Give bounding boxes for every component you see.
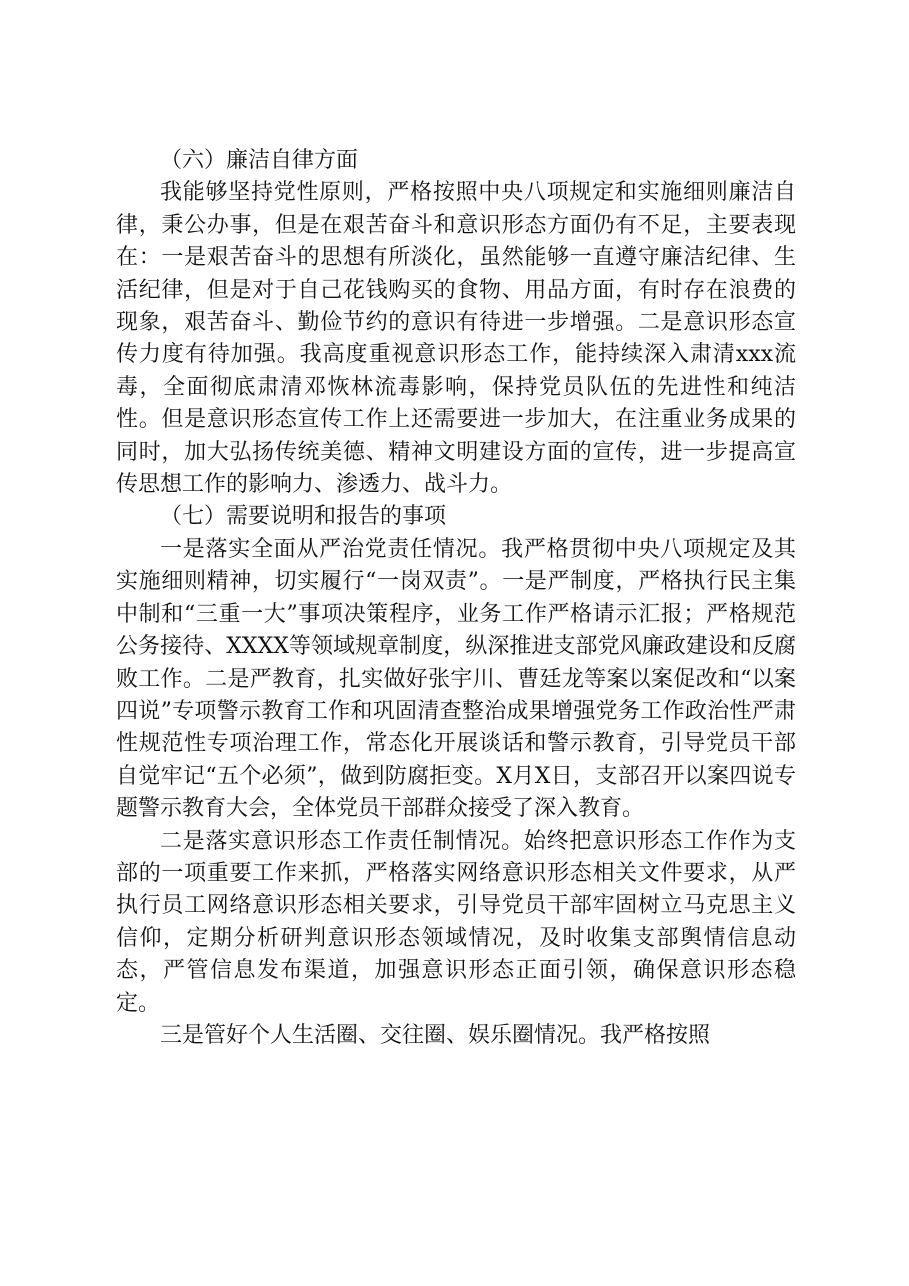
paragraph-party-responsibility: 一是落实全面从严治党责任情况。我严格贯彻中央八项规定及其实施细则精神，切实履行“一岗双责”。一是严制度，严格执行民主集中制和“三重一大”事项决策程序，业务工作严格请示汇报；严格规范公务接待、XXXX等领域规章制度，纵深推进支部党风廉政建设和反腐败工作。二是严教育，扎实做好张宇川、曹廷龙等案以案促改和“以案四说”专项警示教育工作和巩固清查整治成果增强党务工作政治性严肃性规范性专项治理工作，常态化开展谈话和警示教育，引导党员干部自觉牢记“五个必须”，做到防腐拒变。X月X日，支部召开以案四说专题警示教育大会，全体党员干部群众接受了深入教育。	[116, 536, 796, 822]
paragraph-personal-circles: 三是管好个人生活圈、交往圈、娱乐圈情况。我严格按照	[160, 1022, 711, 1048]
paragraph-ideology-responsibility: 二是落实意识形态工作责任制情况。始终把意识形态工作作为支部的一项重要工作来抓，严格落实网络意识形态相关文件要求，从严执行员工网络意识形态相关要求，引导党员干部牢固树立马克思主义信仰，定期分析研判意识形态领域情况，及时收集支部舆情信息动态，严管信息发布渠道，加强意识形态正面引领，确保意识形态稳定。	[116, 828, 796, 1016]
section-heading-report-items: （七）需要说明和报告的事项	[160, 504, 447, 530]
document-body	[116, 145, 796, 1052]
paragraph-integrity: 我能够坚持党性原则，严格按照中央八项规定和实施细则廉洁自律，秉公办事，但是在艰苦奋斗和意识形态方面仍有不足，主要表现在：一是艰苦奋斗的思想有所淡化，虽然能够一直遵守廉洁纪律、生活纪律，但是对于自己花钱购买的食物、用品方面，有时存在浪费的现象，艰苦奋斗、勤俭节约的意识有待进一步增强。二是意识形态宣传力度有待加强。我高度重视意识形态工作，能持续深入肃清xxx流毒，全面彻底肃清邓恢林流毒影响，保持党员队伍的先进性和纯洁性。但是意识形态宣传工作上还需要进一步加大，在注重业务成果的同时，加大弘扬传统美德、精神文明建设方面的宣传，进一步提高宣传思想工作的影响力、渗透力、战斗力。	[116, 180, 796, 498]
section-heading-integrity: （六）廉洁自律方面	[160, 148, 359, 173]
